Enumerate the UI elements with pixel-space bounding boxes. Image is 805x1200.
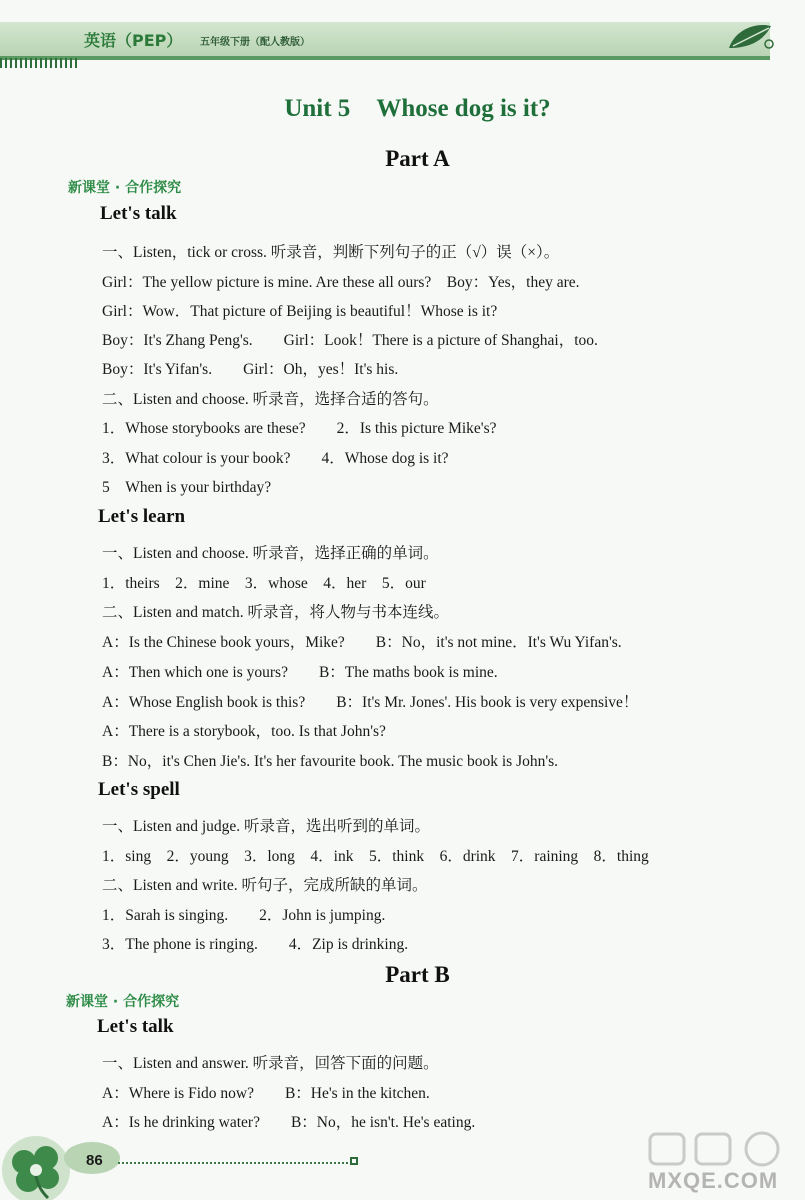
text-line: 1．Sarah is singing. 2．John is jumping. bbox=[102, 907, 386, 924]
text-line: A：Where is Fido now? B：He's in the kitchen. bbox=[102, 1085, 430, 1102]
footer-end-square bbox=[350, 1157, 358, 1165]
page-number: 86 bbox=[86, 1152, 103, 1169]
unit-name: Whose dog is it? bbox=[376, 95, 551, 122]
text-line: Boy：It's Yifan's. Girl：Oh，yes！It's his. bbox=[102, 361, 399, 378]
text-line: A：Whose English book is this? B：It's Mr. Jones'. His book is very expensive！ bbox=[102, 694, 639, 711]
text-line: Boy：It's Zhang Peng's. Girl：Look！There is a picture of Shanghai，too. bbox=[102, 332, 598, 349]
text-line: 一、Listen and answer. 听录音，回答下面的问题。 bbox=[102, 1055, 439, 1072]
header-grade: 五年级下册（配人教版） bbox=[200, 37, 310, 48]
part-a-title: Part A bbox=[385, 146, 450, 171]
part-b-talk-title: Let's talk bbox=[97, 1016, 174, 1037]
part-b-section-label: 新课堂 · 合作探究 bbox=[66, 994, 180, 1010]
text-line: 1．theirs 2．mine 3．whose 4．her 5．our bbox=[102, 575, 426, 592]
unit-title bbox=[0, 95, 805, 123]
text-line: 二、Listen and match. 听录音，将人物与书本连线。 bbox=[102, 604, 449, 621]
text-line: A：Then which one is yours? B：The maths book is mine. bbox=[102, 664, 498, 681]
text-line: A：Is he drinking water? B：No，he isn't. He's eating. bbox=[102, 1114, 476, 1131]
text-line: 1．sing 2．young 3．long 4．ink 5．think 6．drink 7．raining 8．thing bbox=[102, 848, 649, 865]
text-line: Girl：Wow．That picture of Beijing is beautiful！Whose is it? bbox=[102, 303, 498, 320]
text-line: 5 When is your birthday? bbox=[102, 479, 272, 496]
footer-dotted-line bbox=[118, 1162, 350, 1164]
text-line: 一、Listen，tick or cross. 听录音，判断下列句子的正（√）误（×）。 bbox=[102, 244, 560, 261]
page-header bbox=[0, 0, 805, 70]
text-line: A：There is a storybook，too. Is that John's? bbox=[102, 723, 386, 740]
text-line: 二、Listen and choose. 听录音，选择合适的答句。 bbox=[102, 391, 439, 408]
text-line: Girl：The yellow picture is mine. Are these all ours? Boy：Yes，they are. bbox=[102, 274, 580, 291]
header-stripes bbox=[0, 58, 80, 68]
leaf-icon bbox=[725, 18, 777, 58]
text-line: 一、Listen and choose. 听录音，选择正确的单词。 bbox=[102, 545, 439, 562]
part-a-section-label: 新课堂 · 合作探究 bbox=[68, 180, 182, 196]
part-a-talk-title: Let's talk bbox=[100, 203, 177, 224]
header-subject: 英语（PEP） bbox=[84, 31, 183, 50]
text-line: 3．What colour is your book? 4．Whose dog is it? bbox=[102, 450, 449, 467]
text-line: 二、Listen and write. 听句子，完成所缺的单词。 bbox=[102, 877, 428, 894]
text-line: A：Is the Chinese book yours，Mike? B：No，it's not mine．It's Wu Yifan's. bbox=[102, 634, 622, 651]
text-line: 3．The phone is ringing. 4．Zip is drinking. bbox=[102, 936, 409, 953]
part-a-spell-title: Let's spell bbox=[98, 779, 180, 800]
part-b-title: Part B bbox=[385, 962, 450, 987]
text-line: B：No，it's Chen Jie's. It's her favourite book. The music book is John's. bbox=[102, 753, 559, 770]
text-line: 一、Listen and judge. 听录音，选出听到的单词。 bbox=[102, 818, 431, 835]
text-line: 1．Whose storybooks are these? 2．Is this picture Mike's? bbox=[102, 420, 497, 437]
watermark-text: MXQE.COM bbox=[648, 1168, 779, 1193]
part-a-learn-title: Let's learn bbox=[98, 506, 186, 527]
unit-number: Unit 5 bbox=[284, 95, 351, 122]
